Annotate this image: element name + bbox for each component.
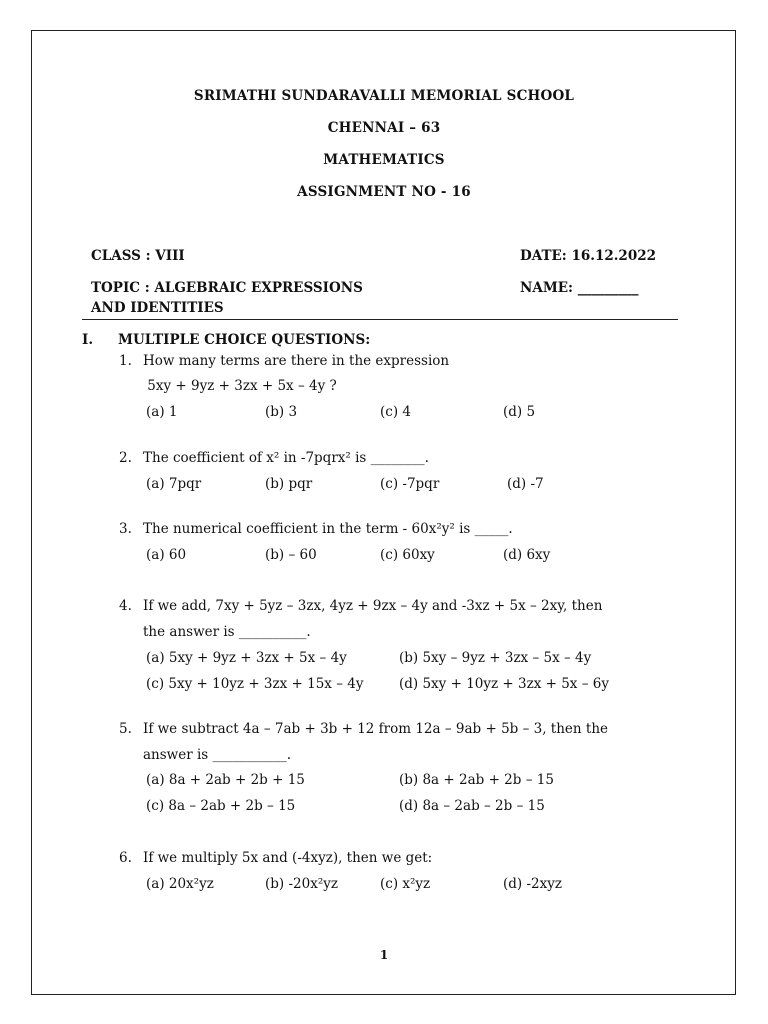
option-a: (a) 7pqr (146, 476, 202, 492)
option-c: (c) x²yz (380, 876, 431, 892)
question-number: 2. (119, 450, 132, 466)
question-number: 3. (119, 521, 132, 537)
date-label: DATE: 16.12.2022 (520, 248, 657, 264)
header-divider (82, 319, 678, 320)
option-d: (d) -2xyz (503, 876, 562, 892)
option-b: (b) 3 (265, 404, 298, 420)
subject-title: MATHEMATICS (323, 152, 445, 168)
section-heading (82, 332, 370, 348)
question-number: 6. (119, 850, 132, 866)
question-text: How many terms are there in the expression (143, 353, 450, 369)
option-a: (a) 1 (146, 404, 178, 420)
question-text-continued: the answer is __________. (143, 624, 311, 640)
name-field-label: NAME: _________ (520, 280, 639, 296)
option-a: (a) 5xy + 9yz + 3zx + 5x – 4y (146, 650, 347, 666)
question-text: The numerical coefficient in the term - 60x²y² is _____. (143, 521, 513, 537)
option-d: (d) -7 (507, 476, 544, 492)
option-a: (a) 20x²yz (146, 876, 214, 892)
option-d: (d) 5 (503, 404, 536, 420)
option-b: (b) – 60 (265, 547, 317, 563)
option-c: (c) 4 (380, 404, 411, 420)
question-text: If we subtract 4a – 7ab + 3b + 12 from 12a – 9ab + 5b – 3, then the (143, 721, 609, 737)
option-b: (b) -20x²yz (265, 876, 338, 892)
question-number: 5. (119, 721, 132, 737)
topic-line-1: TOPIC : ALGEBRAIC EXPRESSIONS (91, 280, 363, 296)
option-c: (c) 5xy + 10yz + 3zx + 15x – 4y (146, 676, 364, 692)
class-label: CLASS : VIII (91, 248, 185, 264)
option-c: (c) 60xy (380, 547, 435, 563)
option-d: (d) 5xy + 10yz + 3zx + 5x – 6y (399, 676, 609, 692)
page-number: 1 (379, 948, 389, 962)
section-number: I. (82, 332, 94, 348)
school-city: CHENNAI – 63 (327, 120, 441, 136)
question-number: 4. (119, 598, 132, 614)
question-text-continued: answer is ___________. (143, 747, 292, 763)
question-number: 1. (119, 353, 132, 369)
question-expression: 5xy + 9yz + 3zx + 5x – 4y ? (143, 378, 337, 394)
option-d: (d) 6xy (503, 547, 551, 563)
school-name: SRIMATHI SUNDARAVALLI MEMORIAL SCHOOL (193, 88, 575, 104)
option-b: (b) 8a + 2ab + 2b – 15 (399, 772, 554, 788)
topic-line-2: AND IDENTITIES (91, 300, 224, 316)
option-a: (a) 60 (146, 547, 187, 563)
option-c: (c) 8a – 2ab + 2b – 15 (146, 798, 296, 814)
assignment-title: ASSIGNMENT NO - 16 (297, 184, 471, 200)
option-d: (d) 8a – 2ab – 2b – 15 (399, 798, 545, 814)
question-text: The coefficient of x² in -7pqrx² is ________. (143, 450, 429, 466)
section-title: MULTIPLE CHOICE QUESTIONS: (118, 332, 371, 348)
question-text: If we add, 7xy + 5yz – 3zx, 4yz + 9zx – 4y and -3xz + 5x – 2xy, then (143, 598, 603, 614)
option-b: (b) pqr (265, 476, 313, 492)
option-c: (c) -7pqr (380, 476, 440, 492)
question-text: If we multiply 5x and (-4xyz), then we get: (143, 850, 433, 866)
option-a: (a) 8a + 2ab + 2b + 15 (146, 772, 305, 788)
option-b: (b) 5xy – 9yz + 3zx – 5x – 4y (399, 650, 592, 666)
